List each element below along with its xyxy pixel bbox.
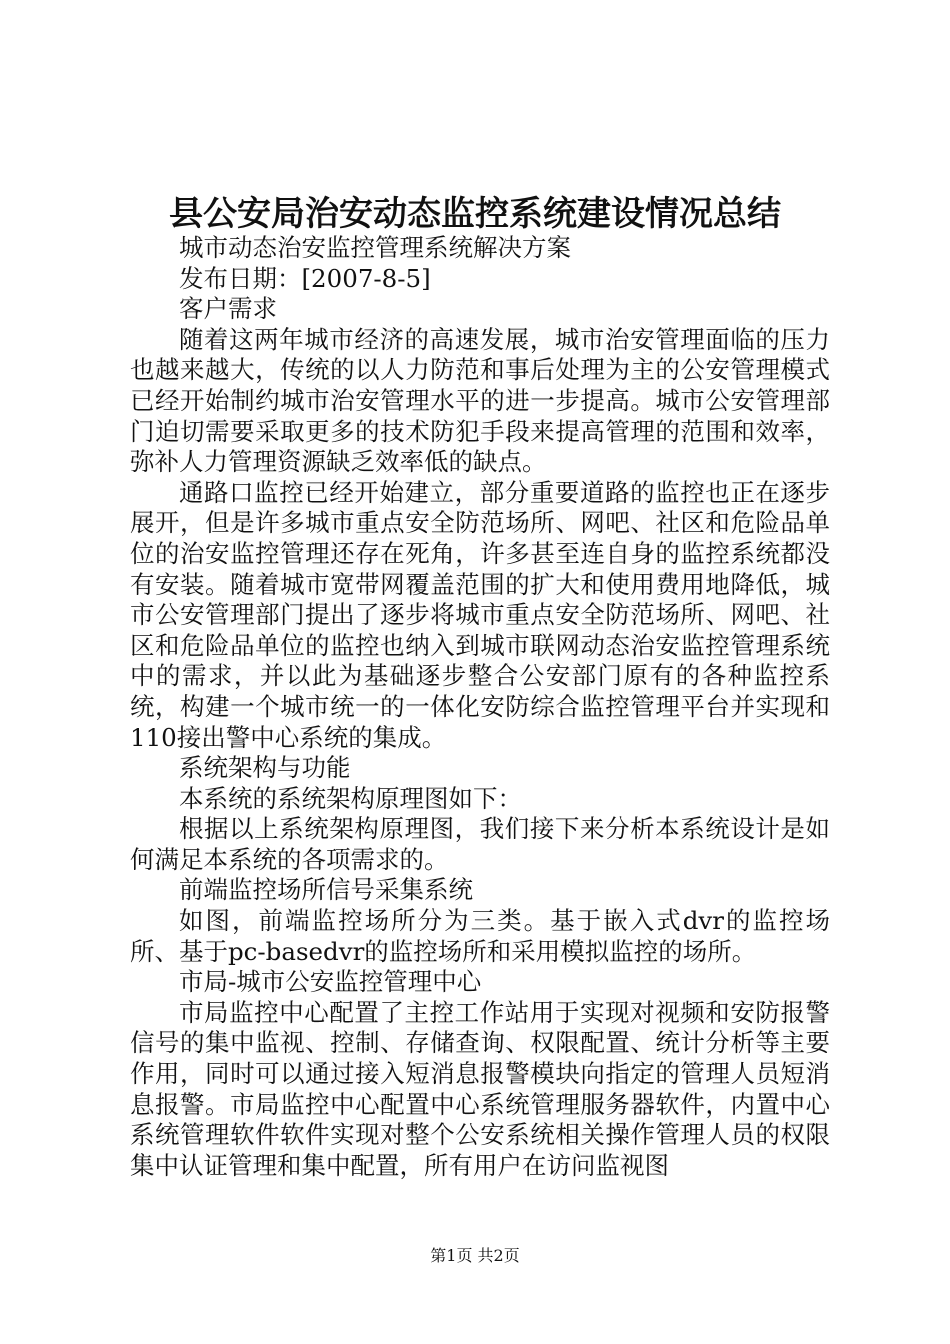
paragraph-body: 市局监控中心配置了主控工作站用于实现对视频和安防报警信号的集中监视、控制、存储查询、权限配置、统计分析等主要作用，同时可以通过接入短消息报警模块向指定的管理人员短消息报警。市局监控中心配置中心系统管理服务器软件，内置中心系统管理软件软件实现对整个公安系统相关操作管理人员的权限集中认证管理和集中配置，所有用户在访问监视图 bbox=[130, 997, 830, 1180]
paragraph-body: 随着这两年城市经济的高速发展，城市治安管理面临的压力也越来越大，传统的以人力防范和事后处理为主的公安管理模式已经开始制约城市治安管理水平的进一步提高。城市公安管理部门迫切需要采取更多的技术防犯手段来提高管理的范围和效率，弥补人力管理资源缺乏效率低的缺点。 bbox=[130, 324, 830, 477]
page-footer: 第1页 共2页 bbox=[430, 1246, 520, 1265]
heading-customer-needs: 客户需求 bbox=[179, 294, 277, 324]
heading-frontend-collection: 前端监控场所信号采集系统 bbox=[179, 875, 473, 905]
paragraph-publish-date: 发布日期：[2007-8-5] bbox=[179, 263, 431, 293]
paragraph-body: 如图，前端监控场所分为三类。基于嵌入式dvr的监控场所、基于pc-basedvr的监控场所和采用模拟监控的场所。 bbox=[130, 906, 830, 966]
paragraph-subtitle: 城市动态治安监控管理系统解决方案 bbox=[179, 233, 571, 262]
document-body bbox=[130, 233, 830, 1181]
paragraph-body: 本系统的系统架构原理图如下： bbox=[179, 783, 522, 813]
heading-architecture: 系统架构与功能 bbox=[179, 753, 351, 783]
heading-management-center: 市局-城市公安监控管理中心 bbox=[179, 967, 482, 997]
paragraph-body: 根据以上系统架构原理图，我们接下来分析本系统设计是如何满足本系统的各项需求的。 bbox=[130, 814, 830, 874]
document-title: 县公安局治安动态监控系统建设情况总结 bbox=[169, 194, 781, 234]
paragraph-body: 通路口监控已经开始建立，部分重要道路的监控也正在逐步展开，但是许多城市重点安全防范场所、网吧、社区和危险品单位的治安监控管理还存在死角，许多甚至连自身的监控系统都没有安装。随着城市宽带网覆盖范围的扩大和使用费用地降低，城市公安管理部门提出了逐步将城市重点安全防范场所、网吧、社区和危险品单位的监控也纳入到城市联网动态治安监控管理系统中的需求，并以此为基础逐步整合公安部门原有的各种监控系统，构建一个城市统一的一体化安防综合监控管理平台并实现和110接出警中心系统的集成。 bbox=[130, 477, 830, 752]
